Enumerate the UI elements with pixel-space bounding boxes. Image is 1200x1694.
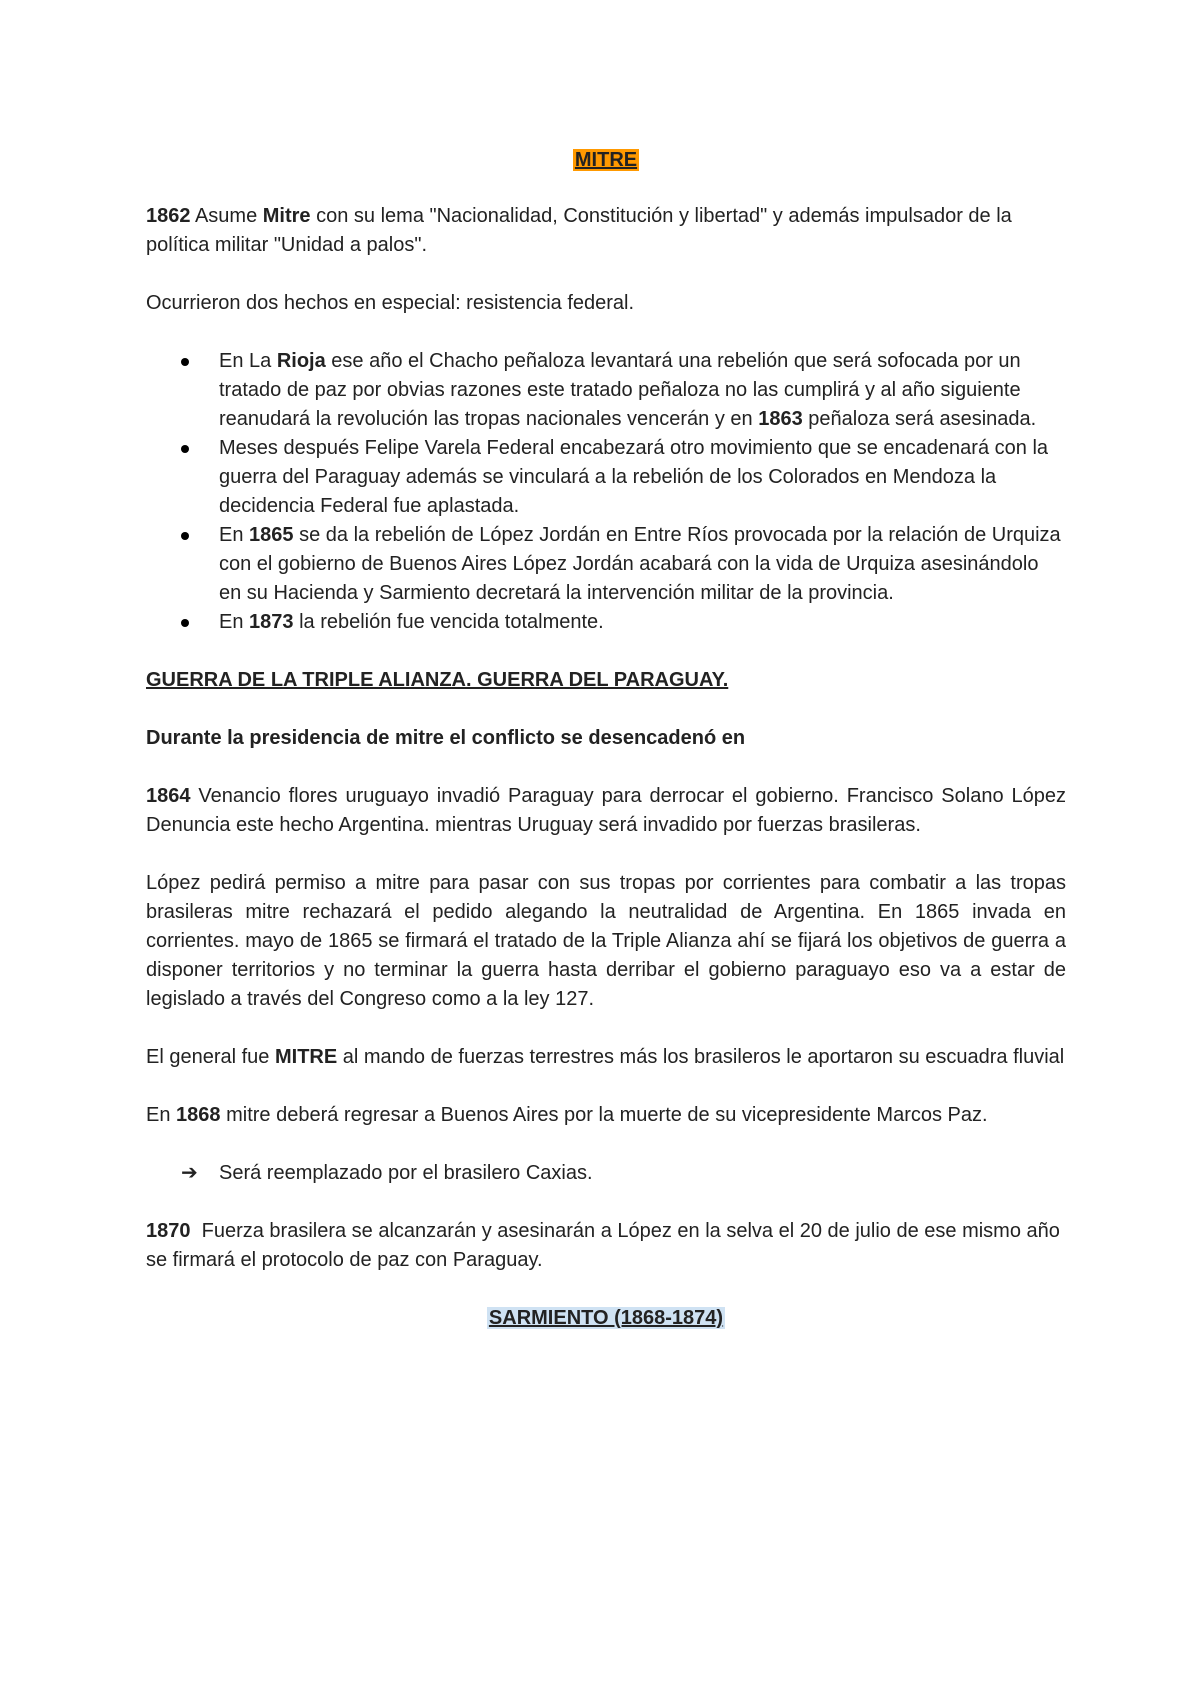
name-mitre-caps: MITRE bbox=[274, 1046, 338, 1068]
name-mitre: Mitre bbox=[262, 205, 311, 227]
document-page bbox=[146, 0, 1066, 1333]
list-item bbox=[219, 347, 1066, 434]
section-title-sarmiento bbox=[146, 1304, 1066, 1333]
section-title-mitre bbox=[146, 146, 1066, 175]
text-span: ese año el Chacho peñaloza levantará una rebelión que será sofocada por un tratado de paz por obvias razones este tratado peñaloza no las cumplirá y al año siguiente reanudará la revolución las tropas nacionales vencerán y en bbox=[219, 350, 1021, 430]
text-span: En bbox=[146, 1104, 177, 1126]
year-1863: 1863 bbox=[758, 408, 803, 430]
highlighted-title: MITRE bbox=[574, 149, 638, 171]
list-item bbox=[219, 608, 1066, 637]
paragraph-general bbox=[146, 1043, 1066, 1072]
bullet-icon bbox=[181, 532, 189, 540]
paragraph-1868 bbox=[146, 1101, 1066, 1130]
arrow-list-item bbox=[146, 1159, 1066, 1188]
text-span: En La bbox=[219, 350, 277, 372]
section-heading-guerra: GUERRA DE LA TRIPLE ALIANZA. GUERRA DEL PARAGUAY. bbox=[146, 669, 729, 691]
text-span: Asume bbox=[190, 205, 263, 227]
subheading-conflicto: Durante la presidencia de mitre el conflicto se desencadenó en bbox=[146, 727, 746, 749]
text-span: Será reemplazado por el brasilero Caxias. bbox=[219, 1162, 593, 1184]
text-span: Venancio flores uruguayo invadió Paraguay para derrocar el gobierno. Francisco Solano López Denuncia este hecho Argentina. mientras Uruguay será invadido por fuerzas brasileras. bbox=[146, 785, 1066, 836]
text-span: mitre deberá regresar a Buenos Aires por la muerte de su vicepresidente Marcos Paz. bbox=[220, 1104, 988, 1126]
paragraph-1864 bbox=[146, 782, 1066, 840]
highlighted-title: SARMIENTO (1868-1874) bbox=[488, 1307, 724, 1329]
text-span: Fuerza brasilera se alcanzarán y asesinarán a López en la selva el 20 de julio de ese mismo año se firmará el protocolo de paz con Paraguay. bbox=[146, 1220, 1066, 1271]
paragraph-1870 bbox=[146, 1217, 1066, 1275]
bullet-list bbox=[146, 347, 1066, 637]
text-span: El general fue bbox=[146, 1046, 275, 1068]
year-1864: 1864 bbox=[146, 785, 191, 807]
paragraph-lopez: López pedirá permiso a mitre para pasar con sus tropas por corrientes para combatir a las tropas brasileras mitre rechazará el pedido alegando la neutralidad de Argentina. En 1865 invada en corrientes. mayo de 1865 se firmará el tratado de la Triple Alianza ahí se fijará los objetivos de guerra a disponer territorios y no terminar la guerra hasta derribar el gobierno paraguayo eso va a estar de legislado a través del Congreso como a la ley 127. bbox=[146, 872, 1066, 1010]
year-1865: 1865 bbox=[249, 524, 294, 546]
list-item bbox=[219, 521, 1066, 608]
year-1873: 1873 bbox=[249, 611, 294, 633]
bold-rioja: Rioja bbox=[276, 350, 326, 372]
year-1862: 1862 bbox=[146, 205, 191, 227]
text-span: se da la rebelión de López Jordán en Entre Ríos provocada por la relación de Urquiza con el gobierno de Buenos Aires López Jordán acabará con la vida de Urquiza asesinándolo en su Hacienda y Sarmiento decretará la intervención militar de la provincia. bbox=[219, 524, 1061, 604]
text-span: En bbox=[219, 524, 250, 546]
year-1868: 1868 bbox=[176, 1104, 221, 1126]
paragraph-1862 bbox=[146, 202, 1066, 260]
text-span: Meses después Felipe Varela Federal encabezará otro movimiento que se encadenará con la guerra del Paraguay además se vinculará a la rebelión de los Colorados en Mendoza la decidencia Federal fue aplastada. bbox=[219, 437, 1049, 517]
text-span: En bbox=[219, 611, 250, 633]
text-span: la rebelión fue vencida totalmente. bbox=[293, 611, 604, 633]
list-item bbox=[219, 434, 1066, 521]
arrow-right-icon: ➔ bbox=[181, 1162, 198, 1184]
year-1870: 1870 bbox=[146, 1220, 191, 1242]
bullet-icon bbox=[181, 619, 189, 627]
bullet-icon bbox=[181, 445, 189, 453]
paragraph-resistencia: Ocurrieron dos hechos en especial: resistencia federal. bbox=[146, 292, 635, 314]
text-span: peñaloza será asesinada. bbox=[802, 408, 1037, 430]
text-span: con su lema "Nacionalidad, Constitución y libertad" y además impulsador de la política militar "Unidad a palos". bbox=[146, 205, 1012, 256]
bullet-icon bbox=[181, 358, 189, 366]
text-span: al mando de fuerzas terrestres más los brasileros le aportaron su escuadra fluvial bbox=[337, 1046, 1065, 1068]
